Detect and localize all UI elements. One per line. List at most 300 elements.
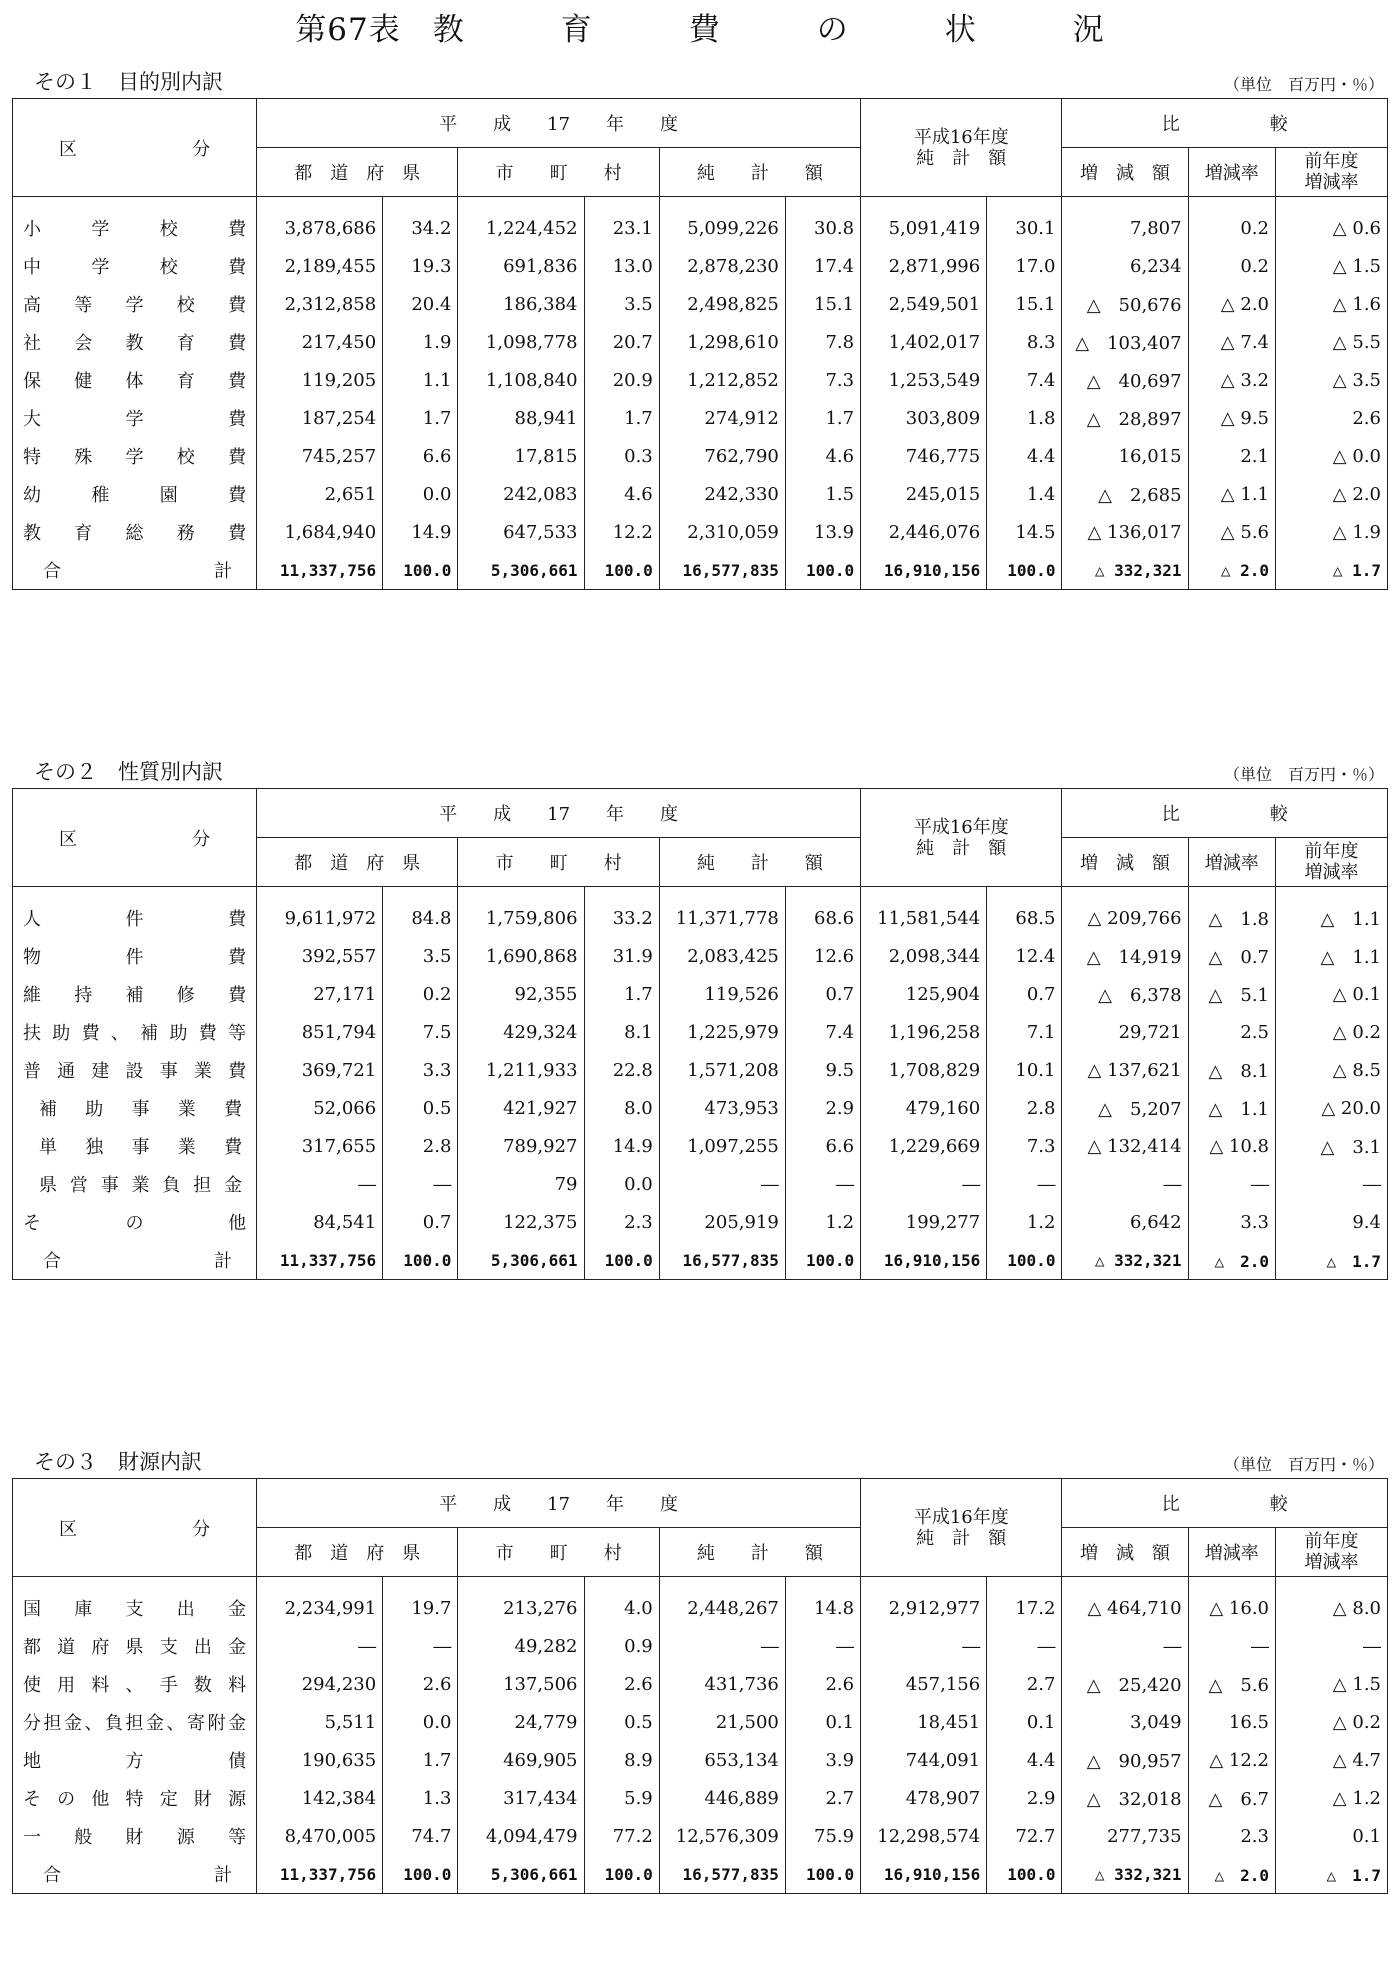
- table-cell: ―: [861, 1165, 987, 1203]
- table-cell: 2,871,996: [861, 247, 987, 285]
- table-cell: △ 12.2: [1188, 1741, 1275, 1779]
- table-cell: 100.0: [785, 1241, 860, 1280]
- table-cell: 245,015: [861, 475, 987, 513]
- table-cell: 7.3: [987, 1127, 1062, 1165]
- table-row: [13, 475, 1388, 513]
- table-cell: 0.9: [584, 1627, 659, 1665]
- table-cell: 1.7: [785, 399, 860, 437]
- table-row: [13, 1665, 1388, 1703]
- table-cell: 100.0: [383, 551, 458, 590]
- table-cell: 4.6: [785, 437, 860, 475]
- table-row: [13, 937, 1388, 975]
- table-cell: 100.0: [785, 551, 860, 590]
- table-cell: 274,912: [659, 399, 785, 437]
- table-cell: 1,108,840: [458, 361, 584, 399]
- table-cell: 0.5: [584, 1703, 659, 1741]
- table-cell: 2,549,501: [861, 285, 987, 323]
- table-cell: △ 1.1: [1188, 1089, 1275, 1127]
- table-cell: △ 103,407: [1062, 323, 1188, 361]
- table-row: [13, 1741, 1388, 1779]
- table-cell: 16,910,156: [861, 1241, 987, 1280]
- table-cell: 789,927: [458, 1127, 584, 1165]
- table-cell: 52,066: [257, 1089, 383, 1127]
- row-label: 使用料、手数料: [13, 1665, 257, 1703]
- table-cell: △ 8.5: [1276, 1051, 1388, 1089]
- table-cell: 1.7: [383, 399, 458, 437]
- table-cell: 20.9: [584, 361, 659, 399]
- table-cell: 7.5: [383, 1013, 458, 1051]
- table-cell: 6.6: [383, 437, 458, 475]
- table-cell: △ 332,321: [1062, 1241, 1188, 1280]
- table-row: [13, 361, 1388, 399]
- table-row: [13, 513, 1388, 551]
- table-cell: ―: [257, 1627, 383, 1665]
- row-label: 小学校費: [13, 197, 257, 248]
- section-purpose: [12, 62, 1388, 590]
- row-label: 分担金、負担金、寄附金: [13, 1703, 257, 1741]
- table-cell: 19.7: [383, 1577, 458, 1628]
- table-cell: 2.6: [383, 1665, 458, 1703]
- header-h16-line2: 純 計 額: [916, 147, 1007, 169]
- table-cell: 446,889: [659, 1779, 785, 1817]
- row-label: 普通建設事業費: [13, 1051, 257, 1089]
- table-cell: 187,254: [257, 399, 383, 437]
- table-cell: 7.8: [785, 323, 860, 361]
- table-cell: 17.2: [987, 1577, 1062, 1628]
- table-row: [13, 197, 1388, 248]
- table-cell: 77.2: [584, 1817, 659, 1855]
- section-header: [12, 752, 1388, 788]
- header-h16: [861, 99, 1062, 197]
- table-cell: 68.6: [785, 887, 860, 938]
- table-cell: 7.4: [987, 361, 1062, 399]
- table-cell: 1.3: [383, 1779, 458, 1817]
- table-cell: △ 0.7: [1188, 937, 1275, 975]
- table-cell: 478,907: [861, 1779, 987, 1817]
- table-cell: △ 2.0: [1276, 475, 1388, 513]
- table-cell: 0.7: [785, 975, 860, 1013]
- table-cell: △ 14,919: [1062, 937, 1188, 975]
- table-cell: 1.7: [584, 975, 659, 1013]
- table-cell: 19.3: [383, 247, 458, 285]
- row-label: その他特定財源: [13, 1779, 257, 1817]
- row-label: 都道府県支出金: [13, 1627, 257, 1665]
- table-row: [13, 1817, 1388, 1855]
- table-cell: △ 5.6: [1188, 1665, 1275, 1703]
- table-cell: 2.6: [584, 1665, 659, 1703]
- section-nature: [12, 752, 1388, 1280]
- total-row: [13, 551, 1388, 590]
- table-cell: 2.3: [1188, 1817, 1275, 1855]
- total-row: [13, 1241, 1388, 1280]
- table-cell: 16.5: [1188, 1703, 1275, 1741]
- table-cell: 2,234,991: [257, 1577, 383, 1628]
- header-shichoson: 市 町 村: [458, 838, 659, 887]
- table-cell: △ 1.2: [1276, 1779, 1388, 1817]
- table-cell: 0.2: [1188, 247, 1275, 285]
- row-label: 幼稚園費: [13, 475, 257, 513]
- table-cell: 11,337,756: [257, 1241, 383, 1280]
- total-row: [13, 1855, 1388, 1894]
- row-label: 県営事業負担金: [13, 1165, 257, 1203]
- table-cell: 653,134: [659, 1741, 785, 1779]
- data-table: [12, 788, 1388, 1280]
- table-cell: △ 332,321: [1062, 1855, 1188, 1894]
- table-row: [13, 1703, 1388, 1741]
- section-label: その３ 財源内訳: [34, 1450, 202, 1474]
- table-cell: △ 2,685: [1062, 475, 1188, 513]
- table-cell: 11,371,778: [659, 887, 785, 938]
- table-cell: 4.0: [584, 1577, 659, 1628]
- header-kubun: 区 分: [13, 1479, 257, 1577]
- header-hikaku: 比 較: [1062, 1479, 1388, 1528]
- table-cell: 122,375: [458, 1203, 584, 1241]
- table-cell: 1,196,258: [861, 1013, 987, 1051]
- table-cell: ―: [1188, 1627, 1275, 1665]
- table-cell: △ 0.2: [1276, 1703, 1388, 1741]
- table-cell: ―: [659, 1165, 785, 1203]
- table-cell: △ 32,018: [1062, 1779, 1188, 1817]
- table-cell: 8,470,005: [257, 1817, 383, 1855]
- table-cell: △ 5.1: [1188, 975, 1275, 1013]
- section-label: その１ 目的別内訳: [34, 70, 223, 94]
- table-cell: 2.8: [383, 1127, 458, 1165]
- table-cell: 100.0: [584, 1855, 659, 1894]
- table-cell: 1.7: [584, 399, 659, 437]
- table-cell: △ 3.2: [1188, 361, 1275, 399]
- table-cell: 317,655: [257, 1127, 383, 1165]
- table-cell: 2,446,076: [861, 513, 987, 551]
- table-cell: 421,927: [458, 1089, 584, 1127]
- table-cell: 100.0: [584, 1241, 659, 1280]
- table-cell: 4,094,479: [458, 1817, 584, 1855]
- unit-note: （単位 百万円・％）: [1223, 765, 1384, 784]
- header-zennen-line1: 前年度: [1304, 151, 1359, 172]
- table-cell: 1,708,829: [861, 1051, 987, 1089]
- table-cell: 242,330: [659, 475, 785, 513]
- header-zennen: [1276, 1528, 1388, 1577]
- table-cell: 2.3: [584, 1203, 659, 1241]
- table-cell: 746,775: [861, 437, 987, 475]
- table-cell: 6.6: [785, 1127, 860, 1165]
- data-table: [12, 1478, 1388, 1894]
- table-cell: 16,910,156: [861, 551, 987, 590]
- table-cell: 1.2: [987, 1203, 1062, 1241]
- header-shichoson: 市 町 村: [458, 1528, 659, 1577]
- table-cell: △ 132,414: [1062, 1127, 1188, 1165]
- header-zennen: [1276, 148, 1388, 197]
- table-cell: 12,298,574: [861, 1817, 987, 1855]
- table-cell: 20.7: [584, 323, 659, 361]
- unit-note: （単位 百万円・％）: [1223, 75, 1384, 94]
- table-cell: 8.1: [584, 1013, 659, 1051]
- table-cell: 88,941: [458, 399, 584, 437]
- table-cell: △ 2.0: [1188, 551, 1275, 590]
- header-h16-line1: 平成16年度: [913, 1506, 1009, 1528]
- table-row: [13, 1051, 1388, 1089]
- table-row: [13, 975, 1388, 1013]
- table-cell: 2,651: [257, 475, 383, 513]
- table-cell: 429,324: [458, 1013, 584, 1051]
- table-cell: 142,384: [257, 1779, 383, 1817]
- header-todofuken: 都 道 府 県: [257, 1528, 458, 1577]
- table-cell: 29,721: [1062, 1013, 1188, 1051]
- table-cell: 17,815: [458, 437, 584, 475]
- row-label: 合計: [13, 1241, 257, 1280]
- table-cell: 0.3: [584, 437, 659, 475]
- header-zennen-line2: 増減率: [1304, 862, 1359, 883]
- table-cell: 23.1: [584, 197, 659, 248]
- data-table: [12, 98, 1388, 590]
- table-cell: 5,511: [257, 1703, 383, 1741]
- table-cell: 317,434: [458, 1779, 584, 1817]
- table-cell: 0.0: [383, 475, 458, 513]
- table-row: [13, 1165, 1388, 1203]
- table-cell: 2.6: [785, 1665, 860, 1703]
- table-cell: 1,571,208: [659, 1051, 785, 1089]
- row-label: 合計: [13, 1855, 257, 1894]
- table-row: [13, 1577, 1388, 1628]
- table-cell: 100.0: [383, 1241, 458, 1280]
- table-cell: △ 2.0: [1188, 1241, 1275, 1280]
- table-cell: 7.1: [987, 1013, 1062, 1051]
- table-cell: △ 25,420: [1062, 1665, 1188, 1703]
- table-cell: 0.1: [987, 1703, 1062, 1741]
- table-cell: 1.4: [987, 475, 1062, 513]
- table-cell: 8.9: [584, 1741, 659, 1779]
- table-cell: 0.7: [383, 1203, 458, 1241]
- table-cell: 31.9: [584, 937, 659, 975]
- table-cell: 2,189,455: [257, 247, 383, 285]
- table-cell: 20.4: [383, 285, 458, 323]
- table-cell: 125,904: [861, 975, 987, 1013]
- table-cell: 5,099,226: [659, 197, 785, 248]
- table-cell: 24,779: [458, 1703, 584, 1741]
- table-cell: 1,690,868: [458, 937, 584, 975]
- table-row: [13, 1089, 1388, 1127]
- table-cell: 21,500: [659, 1703, 785, 1741]
- table-cell: △ 0.0: [1276, 437, 1388, 475]
- table-cell: 1.8: [987, 399, 1062, 437]
- table-cell: 851,794: [257, 1013, 383, 1051]
- table-cell: 13.0: [584, 247, 659, 285]
- table-cell: 2,310,059: [659, 513, 785, 551]
- row-label: 特殊学校費: [13, 437, 257, 475]
- table-cell: △ 5.6: [1188, 513, 1275, 551]
- table-cell: △ 3.1: [1276, 1127, 1388, 1165]
- table-cell: △ 1.1: [1188, 475, 1275, 513]
- table-cell: 16,910,156: [861, 1855, 987, 1894]
- table-cell: 186,384: [458, 285, 584, 323]
- table-cell: 6,234: [1062, 247, 1188, 285]
- table-cell: ―: [1188, 1165, 1275, 1203]
- table-cell: 100.0: [383, 1855, 458, 1894]
- table-cell: △ 2.0: [1188, 1855, 1275, 1894]
- row-label: 扶助費、補助費等: [13, 1013, 257, 1051]
- table-cell: 2.8: [987, 1089, 1062, 1127]
- row-label: 維持補修費: [13, 975, 257, 1013]
- header-zougenritsu: 増減率: [1188, 838, 1275, 887]
- table-cell: 11,581,544: [861, 887, 987, 938]
- table-cell: 4.4: [987, 1741, 1062, 1779]
- table-cell: △ 1.6: [1276, 285, 1388, 323]
- table-cell: 100.0: [987, 1855, 1062, 1894]
- header-hikaku: 比 較: [1062, 99, 1388, 148]
- header-zennen: [1276, 838, 1388, 887]
- table-cell: 369,721: [257, 1051, 383, 1089]
- table-cell: △ 1.1: [1276, 887, 1388, 938]
- table-cell: 745,257: [257, 437, 383, 475]
- header-junkei: 純 計 額: [659, 838, 860, 887]
- table-cell: 72.7: [987, 1817, 1062, 1855]
- header-zennen-line2: 増減率: [1304, 172, 1359, 193]
- table-cell: △ 3.5: [1276, 361, 1388, 399]
- table-cell: 213,276: [458, 1577, 584, 1628]
- table-cell: 1,253,549: [861, 361, 987, 399]
- table-cell: 469,905: [458, 1741, 584, 1779]
- table-cell: △ 1.7: [1276, 1241, 1388, 1280]
- table-cell: △ 2.0: [1188, 285, 1275, 323]
- table-cell: ―: [861, 1627, 987, 1665]
- table-cell: 1,225,979: [659, 1013, 785, 1051]
- table-cell: 392,557: [257, 937, 383, 975]
- unit-note: （単位 百万円・％）: [1223, 1455, 1384, 1474]
- table-cell: 33.2: [584, 887, 659, 938]
- table-cell: 3.5: [383, 937, 458, 975]
- header-junkei: 純 計 額: [659, 1528, 860, 1577]
- section-label: その２ 性質別内訳: [34, 760, 223, 784]
- table-cell: △ 0.2: [1276, 1013, 1388, 1051]
- section-header: [12, 1442, 1388, 1478]
- header-zougengaku: 増 減 額: [1062, 148, 1188, 197]
- header-h16: [861, 789, 1062, 887]
- row-label: 大学費: [13, 399, 257, 437]
- table-cell: 84.8: [383, 887, 458, 938]
- table-cell: △ 7.4: [1188, 323, 1275, 361]
- table-cell: 294,230: [257, 1665, 383, 1703]
- header-zennen-line1: 前年度: [1304, 841, 1359, 862]
- table-cell: ―: [785, 1165, 860, 1203]
- table-cell: 1,759,806: [458, 887, 584, 938]
- page-title: 第67表 教 育 費 の 状 況: [295, 12, 1105, 48]
- table-cell: 12.6: [785, 937, 860, 975]
- table-row: [13, 1779, 1388, 1817]
- table-cell: 744,091: [861, 1741, 987, 1779]
- table-cell: 79: [458, 1165, 584, 1203]
- table-cell: △ 8.1: [1188, 1051, 1275, 1089]
- table-cell: 277,735: [1062, 1817, 1188, 1855]
- table-row: [13, 399, 1388, 437]
- table-cell: 4.4: [987, 437, 1062, 475]
- row-label: 補助事業費: [13, 1089, 257, 1127]
- table-row: [13, 437, 1388, 475]
- table-cell: ―: [1062, 1627, 1188, 1665]
- header-zennen-line1: 前年度: [1304, 1531, 1359, 1552]
- table-cell: 1,212,852: [659, 361, 785, 399]
- table-cell: △ 5,207: [1062, 1089, 1188, 1127]
- table-cell: 1,229,669: [861, 1127, 987, 1165]
- section-header: [12, 62, 1388, 98]
- table-cell: △ 1.7: [1276, 551, 1388, 590]
- table-cell: 16,015: [1062, 437, 1188, 475]
- table-cell: 11,337,756: [257, 1855, 383, 1894]
- table-cell: △ 4.7: [1276, 1741, 1388, 1779]
- table-cell: 18,451: [861, 1703, 987, 1741]
- table-cell: 68.5: [987, 887, 1062, 938]
- table-cell: 12.2: [584, 513, 659, 551]
- table-cell: 6,642: [1062, 1203, 1188, 1241]
- table-cell: 190,635: [257, 1741, 383, 1779]
- table-cell: △ 136,017: [1062, 513, 1188, 551]
- row-label: 一般財源等: [13, 1817, 257, 1855]
- table-cell: △ 209,766: [1062, 887, 1188, 938]
- table-cell: 16,577,835: [659, 1855, 785, 1894]
- table-cell: 11,337,756: [257, 551, 383, 590]
- table-cell: 8.3: [987, 323, 1062, 361]
- table-cell: 2.9: [987, 1779, 1062, 1817]
- header-todofuken: 都 道 府 県: [257, 838, 458, 887]
- table-cell: 3,878,686: [257, 197, 383, 248]
- table-cell: 15.1: [987, 285, 1062, 323]
- table-cell: △ 1.5: [1276, 1665, 1388, 1703]
- table-cell: 2,312,858: [257, 285, 383, 323]
- row-label: 国庫支出金: [13, 1577, 257, 1628]
- table-cell: 10.1: [987, 1051, 1062, 1089]
- table-cell: 1,098,778: [458, 323, 584, 361]
- table-cell: 1.7: [383, 1741, 458, 1779]
- table-cell: △ 1.1: [1276, 937, 1388, 975]
- table-cell: 1,224,452: [458, 197, 584, 248]
- table-cell: 2,498,825: [659, 285, 785, 323]
- table-cell: 3,049: [1062, 1703, 1188, 1741]
- header-shichoson: 市 町 村: [458, 148, 659, 197]
- table-cell: ―: [785, 1627, 860, 1665]
- table-cell: 14.8: [785, 1577, 860, 1628]
- table-cell: 15.1: [785, 285, 860, 323]
- header-h17: 平 成 17 年 度: [257, 789, 861, 838]
- table-cell: △ 464,710: [1062, 1577, 1188, 1628]
- table-cell: △ 6.7: [1188, 1779, 1275, 1817]
- table-cell: 2.5: [1188, 1013, 1275, 1051]
- table-cell: △ 332,321: [1062, 551, 1188, 590]
- table-cell: △ 40,697: [1062, 361, 1188, 399]
- table-cell: 17.4: [785, 247, 860, 285]
- table-cell: 3.3: [383, 1051, 458, 1089]
- table-cell: 473,953: [659, 1089, 785, 1127]
- row-label: 合計: [13, 551, 257, 590]
- header-h16-line1: 平成16年度: [913, 816, 1009, 838]
- table-cell: 2.7: [785, 1779, 860, 1817]
- table-row: [13, 1627, 1388, 1665]
- table-cell: 0.0: [584, 1165, 659, 1203]
- table-cell: ―: [383, 1627, 458, 1665]
- table-cell: 3.9: [785, 1741, 860, 1779]
- table-row: [13, 247, 1388, 285]
- table-cell: 217,450: [257, 323, 383, 361]
- section-funding: [12, 1442, 1388, 1894]
- table-cell: △ 90,957: [1062, 1741, 1188, 1779]
- table-cell: 100.0: [584, 551, 659, 590]
- table-cell: ―: [987, 1165, 1062, 1203]
- table-cell: 2.6: [1276, 399, 1388, 437]
- table-cell: 2.7: [987, 1665, 1062, 1703]
- table-cell: 1,097,255: [659, 1127, 785, 1165]
- table-cell: 205,919: [659, 1203, 785, 1241]
- table-cell: 1.2: [785, 1203, 860, 1241]
- table-cell: △ 9.5: [1188, 399, 1275, 437]
- table-cell: 119,526: [659, 975, 785, 1013]
- table-cell: 2.9: [785, 1089, 860, 1127]
